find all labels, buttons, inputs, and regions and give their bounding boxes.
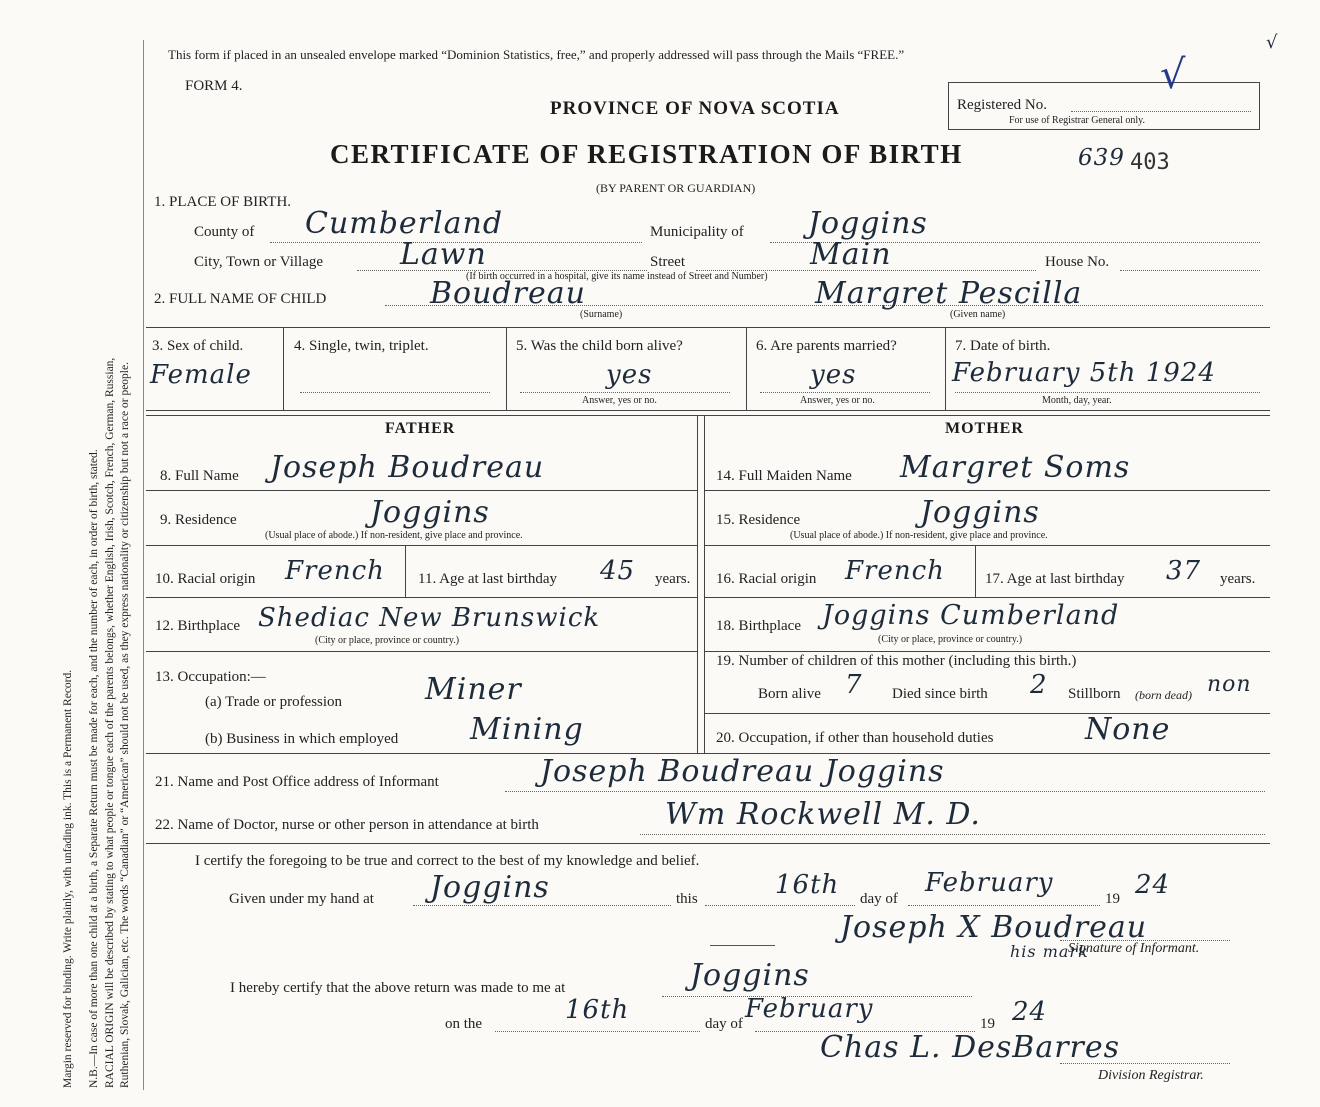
signature-of-informant-label: Signature of Informant.	[1068, 941, 1200, 956]
given-year-prefix: 19	[1105, 891, 1120, 907]
reg-number-stamped: 403	[1130, 150, 1170, 175]
father-residence: Joggins	[370, 495, 490, 530]
given-place: Joggins	[430, 870, 550, 905]
corner-check-mark: √	[1266, 32, 1279, 53]
street-label: Street	[650, 254, 685, 270]
child-given-name: Margret Pescilla	[815, 276, 1083, 311]
given-year-suffix: 24	[1135, 870, 1171, 900]
father-age: 45	[600, 556, 636, 586]
mother-years-label: years.	[1220, 571, 1256, 587]
child-surname: Boudreau	[430, 276, 586, 311]
on-the-label: on the	[445, 1016, 483, 1032]
mother-birthplace: Joggins Cumberland	[822, 600, 1120, 631]
mother-occupation: None	[1085, 712, 1171, 747]
father-business-label: (b) Business in which employed	[205, 731, 399, 747]
row3-top-line	[146, 327, 1270, 328]
hospital-note: (If birth occurred in a hospital, give its name instead of Street and Number)	[466, 271, 768, 282]
registration-check-mark: √	[1160, 52, 1187, 98]
registered-no-label: Registered No.	[957, 97, 1047, 113]
given-under-label: Given under my hand at	[229, 891, 374, 907]
margin-note-3: RACIAL ORIGIN will be described by stating to what people or tongue each of the parents belongs, whether English, Irish, Scotch, French, German, Russian,	[104, 357, 116, 1088]
house-number-label: House No.	[1045, 254, 1110, 270]
certificate-subtitle: (BY PARENT OR GUARDIAN)	[596, 181, 756, 195]
father-business: Mining	[470, 712, 584, 747]
died-since-birth-label: Died since birth	[892, 686, 988, 702]
dob-value: February 5th 1924	[952, 358, 1216, 388]
born-alive-count: 7	[845, 670, 863, 700]
county-label: County of	[194, 224, 255, 240]
mother-occupation-label: 20. Occupation, if other than household duties	[716, 730, 994, 746]
father-trade: Miner	[425, 672, 522, 707]
parents-married-label: 6. Are parents married?	[756, 338, 897, 354]
dob-label: 7. Date of birth.	[955, 338, 1051, 354]
mother-residence-label: 15. Residence	[716, 512, 801, 528]
father-years-label: years.	[655, 571, 691, 587]
informant-value: Joseph Boudreau Joggins	[540, 754, 945, 789]
certificate-title: CERTIFICATE OF REGISTRATION OF BIRTH	[330, 139, 963, 169]
father-heading: FATHER	[385, 420, 456, 437]
stillborn-note: (born dead)	[1135, 688, 1192, 702]
born-alive-label: 5. Was the child born alive?	[516, 338, 683, 354]
father-name-label: 8. Full Name	[160, 468, 239, 484]
father-birthplace-note: (City or place, province or country.)	[315, 635, 460, 646]
child-name-label: 2. FULL NAME OF CHILD	[154, 291, 327, 307]
father-racial: French	[285, 556, 385, 586]
sex-label: 3. Sex of child.	[152, 338, 244, 354]
this-label: this	[676, 891, 698, 907]
father-age-label: 11. Age at last birthday	[418, 571, 557, 587]
born-alive-count-label: Born alive	[758, 686, 821, 702]
return-label: I hereby certify that the above return was made to me at	[230, 980, 566, 996]
mother-heading: MOTHER	[945, 420, 1024, 437]
born-alive-value: yes	[606, 360, 653, 390]
mother-name: Margret Soms	[900, 450, 1131, 485]
mother-name-label: 14. Full Maiden Name	[716, 468, 852, 484]
mother-racial: French	[845, 556, 945, 586]
father-occupation-label: 13. Occupation:—	[155, 669, 266, 685]
form-number: FORM 4.	[185, 78, 243, 94]
margin-note-1: Margin reserved for binding. Write plainly, with unfading ink. This is a Permanent Record.	[62, 669, 74, 1088]
dob-note: Month, day, year.	[1042, 395, 1112, 406]
multiple-birth-label: 4. Single, twin, triplet.	[294, 338, 429, 354]
stillborn-count: non	[1207, 672, 1252, 697]
top-notice: This form if placed in an unsealed envelope marked “Dominion Statistics, free,” and properly addressed will pass through the Mails “FREE.”	[168, 47, 905, 62]
mother-birthplace-label: 18. Birthplace	[716, 618, 801, 634]
doctor-value: Wm Rockwell M. D.	[665, 797, 981, 832]
parents-married-note: Answer, yes or no.	[800, 395, 875, 406]
return-place: Joggins	[690, 958, 810, 993]
registered-number-box	[948, 82, 1260, 130]
mother-age-label: 17. Age at last birthday	[985, 571, 1125, 587]
mother-age: 37	[1166, 556, 1202, 586]
return-year-suffix: 24	[1012, 997, 1048, 1027]
binding-margin-line	[143, 40, 144, 1090]
city-label: City, Town or Village	[194, 254, 324, 270]
county-value: Cumberland	[305, 206, 504, 241]
division-registrar-label: Division Registrar.	[1098, 1068, 1204, 1083]
return-month: February	[745, 994, 874, 1024]
registrar-signature: Chas L. DesBarres	[820, 1030, 1121, 1065]
mother-birthplace-note: (City or place, province or country.)	[878, 634, 1023, 645]
city-value: Lawn	[400, 237, 487, 272]
died-since-birth-count: 2	[1030, 670, 1048, 700]
mother-residence-note: (Usual place of abode.) If non-resident, give place and province.	[790, 530, 1048, 541]
return-day-of-label: day of	[705, 1016, 743, 1032]
given-month: February	[925, 868, 1054, 898]
children-count-label: 19. Number of children of this mother (including this birth.)	[716, 653, 1077, 669]
father-trade-label: (a) Trade or profession	[205, 694, 343, 710]
sex-value: Female	[150, 360, 252, 390]
parents-married-value: yes	[810, 360, 857, 390]
stillborn-label: Stillborn	[1068, 686, 1121, 702]
given-day-of-label: day of	[860, 891, 898, 907]
municipality-value: Joggins	[808, 206, 928, 241]
mother-residence: Joggins	[920, 495, 1040, 530]
informant-mark-note: his mark	[1010, 942, 1089, 961]
father-name: Joseph Boudreau	[270, 450, 545, 485]
informant-signature: Joseph X Boudreau	[840, 910, 1148, 945]
father-birthplace-label: 12. Birthplace	[155, 618, 240, 634]
mother-racial-label: 16. Racial origin	[716, 571, 817, 587]
father-residence-label: 9. Residence	[160, 512, 237, 528]
given-day: 16th	[775, 870, 840, 900]
margin-note-2: N.B.—In case of more than one child at a birth, a Separate Return must be made for each, and the number of each, in order of birth, stated.	[88, 449, 100, 1088]
father-birthplace: Shediac New Brunswick	[258, 603, 601, 633]
row3-bottom-line	[146, 410, 1270, 411]
registered-no-note: For use of Registrar General only.	[1009, 115, 1145, 126]
return-day: 16th	[565, 995, 630, 1025]
certify-statement: I certify the foregoing to be true and correct to the best of my knowledge and belief.	[195, 853, 700, 869]
surname-note: (Surname)	[580, 309, 623, 320]
father-residence-note: (Usual place of abode.) If non-resident, give place and province.	[265, 530, 523, 541]
given-name-note: (Given name)	[950, 309, 1006, 320]
father-racial-label: 10. Racial origin	[155, 571, 256, 587]
born-alive-note: Answer, yes or no.	[582, 395, 657, 406]
return-year-prefix: 19	[980, 1016, 995, 1032]
informant-label: 21. Name and Post Office address of Informant	[155, 774, 439, 790]
margin-note-4: Ruthenian, Slovak, Galician, etc. The words “Canadian” or “American” should not be used, as they express nationality or citizenship but not a race or people.	[119, 362, 131, 1088]
province-heading: PROVINCE OF NOVA SCOTIA	[550, 98, 840, 119]
street-value: Main	[810, 237, 892, 272]
doctor-label: 22. Name of Doctor, nurse or other person in attendance at birth	[155, 817, 539, 833]
municipality-label: Municipality of	[650, 224, 744, 240]
place-heading: 1. PLACE OF BIRTH.	[154, 194, 292, 210]
reg-number-handwritten: 639	[1078, 145, 1125, 171]
